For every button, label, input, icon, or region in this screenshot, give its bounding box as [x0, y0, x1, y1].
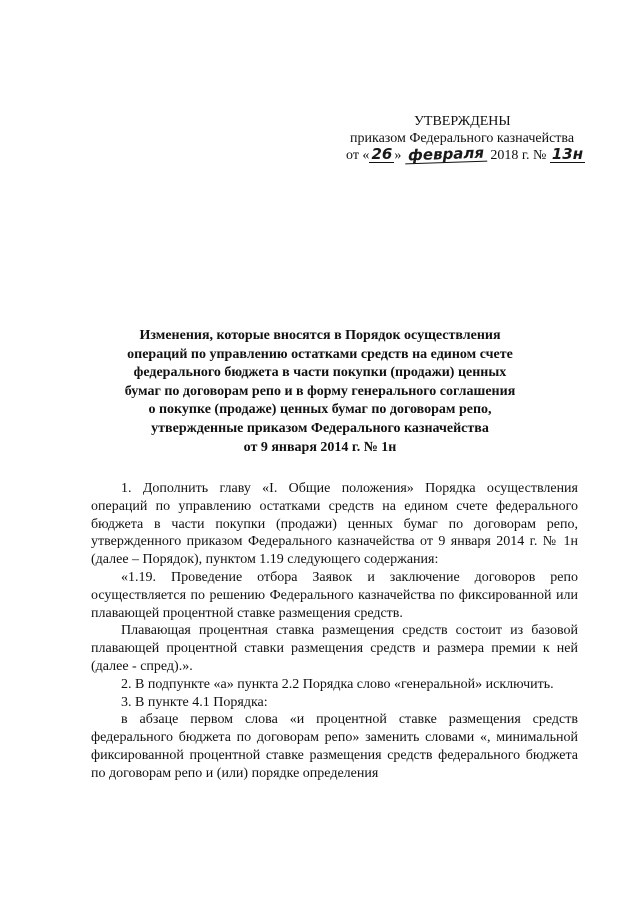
paragraph-4: 2. В подпункте «а» пункта 2.2 Порядка слово «генеральной» исключить.: [121, 676, 554, 692]
approval-order-line: приказом Федерального казначейства: [350, 131, 575, 146]
handwritten-day: 26: [371, 145, 393, 163]
date-year: 2018 г. №: [490, 148, 547, 163]
date-prefix: от «: [346, 148, 370, 163]
handwritten-month: февраля: [405, 146, 488, 165]
document-body: [91, 480, 578, 783]
title-line: от 9 января 2014 г. № 1н: [243, 439, 397, 455]
approval-heading: УТВЕРЖДЕНЫ: [414, 114, 511, 129]
paragraph-1: 1. Дополнить главу «I. Общие положения» Порядка осуществления операций по управлению остатками средств на едином счете федерального бюджета в части покупки (продажи) ценных бумаг по договорам репо, утвержденного приказом Федерального казначейства от 9 января 2014 г. № 1н (далее – Порядок), пунктом 1.19 следующего содержания:: [91, 481, 578, 568]
document-title: [80, 327, 560, 457]
title-line: утвержденные приказом Федерального казначейства: [151, 420, 489, 436]
title-line: бумаг по договорам репо и в форму генерального соглашения: [124, 383, 516, 399]
paragraph-3: Плавающая процентная ставка размещения средств состоит из базовой плавающей процентной ставки размещения средств и размера премии к ней (далее - спред).».: [91, 623, 578, 674]
paragraph-6: в абзаце первом слова «и процентной ставке размещения средств федерального бюджета по договорам репо» заменить словами «, минимальной фиксированной процентной ставке размещения средств федерального бюджета по договорам репо и (или) порядке определения: [91, 712, 578, 781]
paragraph-2: «1.19. Проведение отбора Заявок и заключение договоров репо осуществляется по решению Федерального казначейства по фиксированной или плавающей процентной ставке размещения средств.: [91, 569, 578, 621]
handwritten-order-number: 13н: [551, 145, 584, 163]
title-line: о покупке (продаже) ценных бумаг по договорам репо,: [148, 402, 492, 418]
date-mid: »: [394, 148, 402, 163]
title-line: Изменения, которые вносятся в Порядок осуществления: [139, 328, 501, 343]
paragraph-5: 3. В пункте 4.1 Порядка:: [121, 694, 268, 710]
title-line: операций по управлению остатками средств на едином счете: [127, 346, 513, 362]
approval-stamp: [340, 113, 600, 164]
approval-date-line: [340, 143, 600, 165]
title-line: федерального бюджета в части покупки (продажи) ценных: [133, 365, 507, 381]
